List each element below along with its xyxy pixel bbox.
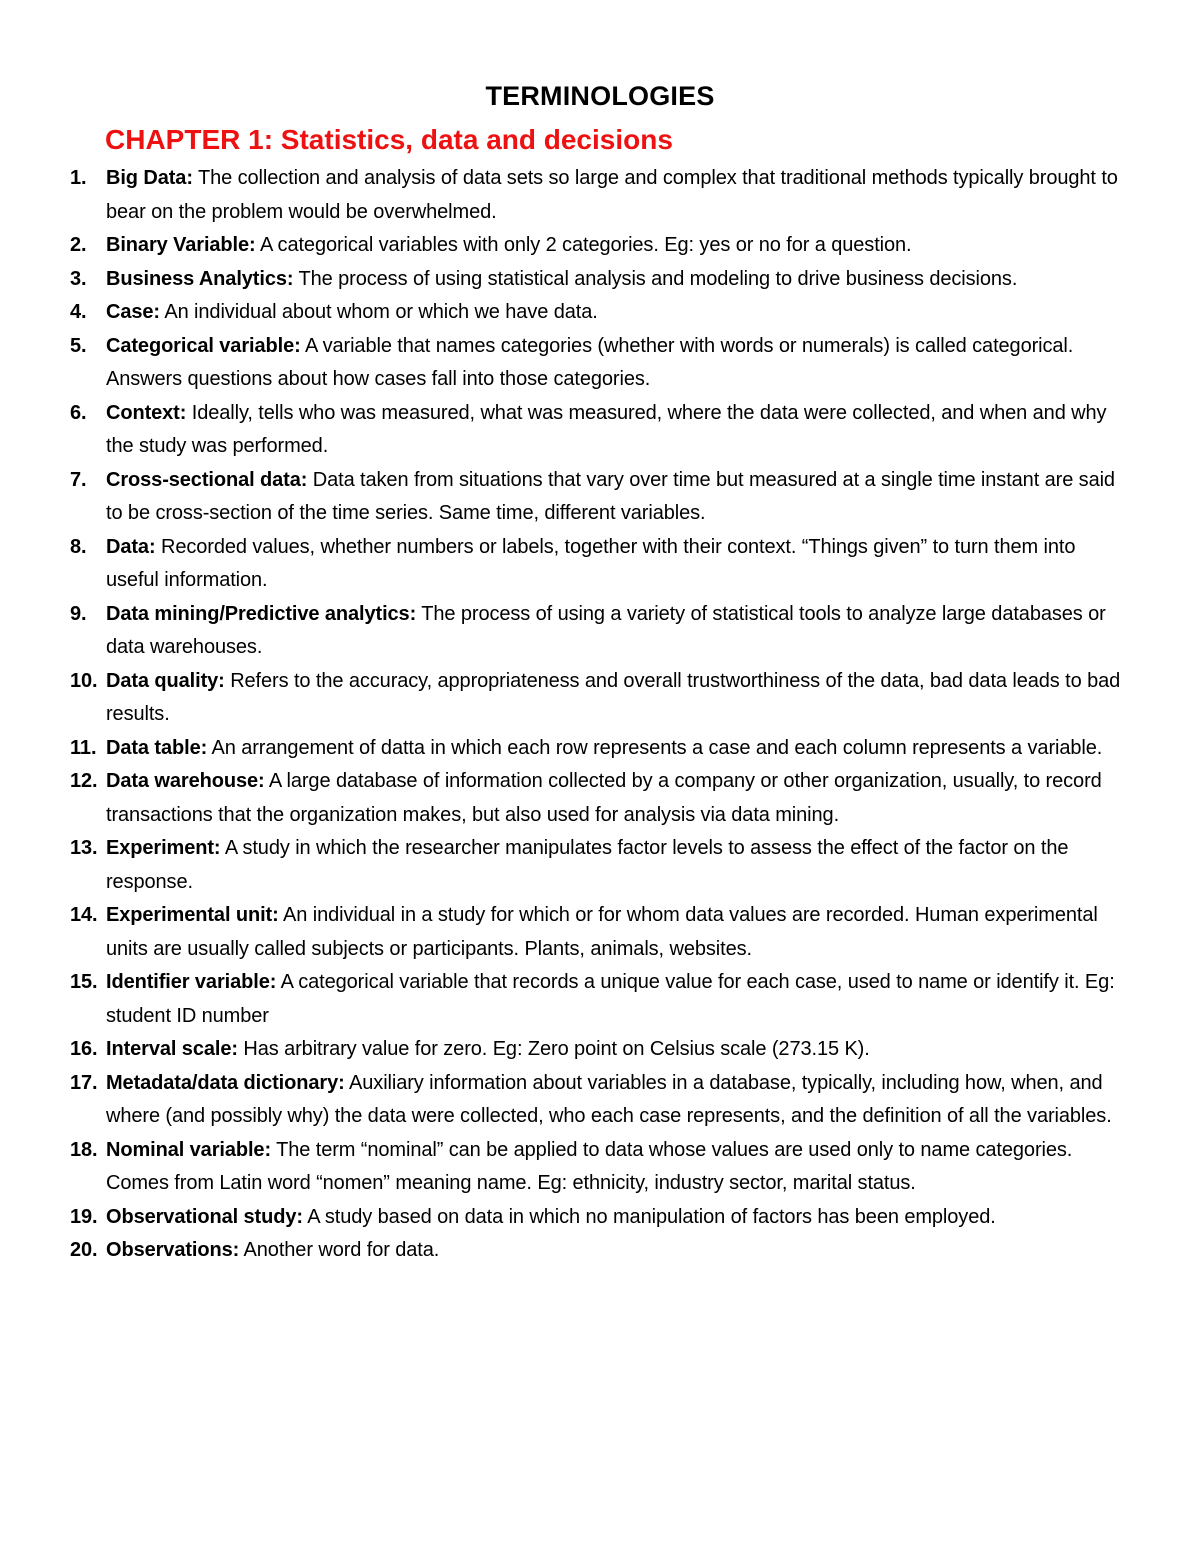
- term-definition: Refers to the accuracy, appropriateness and overall trustworthiness of the data, bad data leads to bad results.: [106, 669, 1121, 725]
- term-definition: Auxiliary information about variables in a database, typically, including how, when, and where (and possibly why) the data were collected, who each case represents, and the definition of all the variables.: [106, 1071, 1112, 1127]
- term-definition: Has arbitrary value for zero. Eg: Zero point on Celsius scale (273.15 K).: [237, 1038, 870, 1060]
- item-number: 18.: [70, 1138, 98, 1161]
- item-body: [106, 397, 1130, 464]
- list-item: [70, 665, 1130, 732]
- item-body: [106, 296, 1130, 330]
- list-item: [70, 397, 1130, 464]
- item-number: 7.: [70, 468, 87, 491]
- term-label: Nominal variable:: [106, 1138, 272, 1161]
- list-item: [70, 598, 1130, 665]
- term-definition: The process of using statistical analysis and modeling to drive business decisions.: [293, 267, 1018, 290]
- document-title: TERMINOLOGIES: [485, 81, 715, 111]
- item-number: 11.: [70, 736, 97, 759]
- term-label: Metadata/data dictionary:: [106, 1071, 345, 1094]
- item-number: 13.: [70, 837, 98, 859]
- term-definition: The term “nominal” can be applied to data whose values are used only to name categories. Comes from Latin word “nomen” meaning name. Eg: ethnicity, industry sector, marital status.: [106, 1138, 1073, 1194]
- item-number: 6.: [70, 401, 87, 424]
- list-item: [70, 229, 1130, 263]
- term-definition: Recorded values, whether numbers or labels, together with their context. “Things given” to turn them into useful information.: [106, 535, 1076, 591]
- term-definition: Another word for data.: [239, 1239, 440, 1261]
- list-item: [70, 1067, 1130, 1134]
- term-label: Data quality:: [106, 669, 225, 692]
- list-item: [70, 263, 1130, 297]
- list-item: [70, 531, 1130, 598]
- item-number: 10.: [70, 669, 98, 692]
- term-definition: A study in which the researcher manipulates factor levels to assess the effect of the factor on the response.: [106, 837, 1069, 893]
- item-body: [106, 464, 1130, 531]
- term-definition: A study based on data in which no manipulation of factors has been employed.: [302, 1205, 996, 1228]
- item-number: 4.: [70, 301, 87, 323]
- item-body: [106, 1201, 1130, 1235]
- list-item: [70, 296, 1130, 330]
- item-body: [106, 229, 1130, 263]
- item-number: 20.: [70, 1239, 98, 1261]
- term-label: Data mining/Predictive analytics:: [106, 602, 417, 625]
- term-label: Context:: [106, 401, 187, 424]
- item-body: [106, 1234, 1130, 1268]
- term-label: Business Analytics:: [106, 267, 294, 290]
- item-number: 8.: [70, 535, 87, 558]
- term-definition: An individual in a study for which or for whom data values are recorded. Human experimental units are usually called subjects or participants. Plants, animals, websites.: [106, 904, 1098, 960]
- item-body: [106, 732, 1130, 766]
- item-number: 17.: [70, 1071, 98, 1094]
- item-number: 15.: [70, 971, 98, 993]
- term-label: Observations:: [106, 1239, 240, 1261]
- term-label: Experimental unit:: [106, 904, 279, 926]
- list-item: [70, 966, 1130, 1033]
- item-body: [106, 1134, 1130, 1201]
- list-item: [70, 464, 1130, 531]
- term-definition: Ideally, tells who was measured, what was measured, where the data were collected, and when and why the study was performed.: [106, 401, 1107, 457]
- term-label: Experiment:: [106, 837, 221, 859]
- item-number: 19.: [70, 1205, 98, 1228]
- term-label: Big Data:: [106, 167, 193, 189]
- item-body: [106, 162, 1130, 229]
- term-label: Data table:: [106, 736, 208, 759]
- item-number: 16.: [70, 1038, 98, 1060]
- terminology-list: [70, 162, 1130, 1268]
- item-body: [106, 531, 1130, 598]
- term-definition: A variable that names categories (whether with words or numerals) is called categorical. Answers questions about how cases fall into those categories.: [106, 334, 1074, 390]
- chapter-title: CHAPTER 1: Statistics, data and decisions: [105, 124, 673, 155]
- term-label: Categorical variable:: [106, 334, 301, 357]
- item-body: [106, 832, 1130, 899]
- item-body: [106, 330, 1130, 397]
- item-body: [106, 966, 1130, 1033]
- term-definition: An individual about whom or which we have data.: [159, 301, 598, 323]
- term-definition: An arrangement of datta in which each row represents a case and each column represents a variable.: [207, 736, 1103, 759]
- item-body: [106, 598, 1130, 665]
- list-item: [70, 1134, 1130, 1201]
- list-item: [70, 330, 1130, 397]
- term-definition: A categorical variables with only 2 categories. Eg: yes or no for a question.: [255, 234, 912, 256]
- item-body: [106, 1033, 1130, 1067]
- item-body: [106, 263, 1130, 297]
- term-definition: The process of using a variety of statistical tools to analyze large databases or data warehouses.: [106, 602, 1106, 658]
- item-number: 14.: [70, 904, 98, 926]
- list-item: [70, 899, 1130, 966]
- list-item: [70, 1201, 1130, 1235]
- term-label: Identifier variable:: [106, 971, 277, 993]
- item-number: 1.: [70, 167, 87, 189]
- term-label: Cross-sectional data:: [106, 468, 308, 491]
- item-body: [106, 1067, 1130, 1134]
- term-definition: Data taken from situations that vary over time but measured at a single time instant are said to be cross-section of the time series. Same time, different variables.: [106, 468, 1115, 524]
- item-number: 9.: [70, 602, 87, 625]
- item-number: 2.: [70, 234, 87, 256]
- item-body: [106, 899, 1130, 966]
- term-label: Interval scale:: [106, 1038, 238, 1060]
- item-number: 12.: [70, 770, 98, 792]
- term-definition: A large database of information collected by a company or other organization, usually, to record transactions that the organization makes, but also used for analysis via data mining.: [106, 770, 1102, 826]
- list-item: [70, 765, 1130, 832]
- list-item: [70, 732, 1130, 766]
- term-label: Data warehouse:: [106, 770, 265, 792]
- item-number: 3.: [70, 267, 87, 290]
- term-label: Observational study:: [106, 1205, 303, 1228]
- list-item: [70, 1033, 1130, 1067]
- list-item: [70, 832, 1130, 899]
- term-label: Data:: [106, 535, 156, 558]
- term-label: Binary Variable:: [106, 234, 256, 256]
- item-body: [106, 665, 1130, 732]
- list-item: [70, 1234, 1130, 1268]
- term-definition: A categorical variable that records a unique value for each case, used to name or identify it. Eg: student ID number: [106, 971, 1115, 1027]
- term-definition: The collection and analysis of data sets so large and complex that traditional methods typically brought to bear on the problem would be overwhelmed.: [106, 167, 1118, 223]
- item-number: 5.: [70, 334, 87, 357]
- item-body: [106, 765, 1130, 832]
- list-item: [70, 162, 1130, 229]
- term-label: Case:: [106, 301, 160, 323]
